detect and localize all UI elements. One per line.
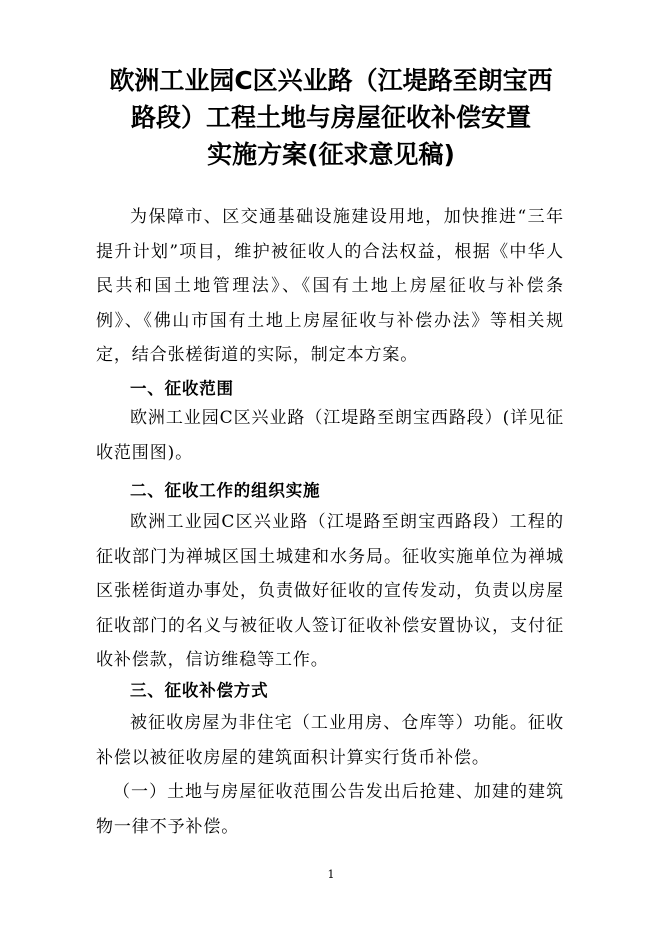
- section-text-3: 被征收房屋为非住宅（工业用房、仓库等）功能。征收补偿以被征收房屋的建筑面积计算实行货币补偿。: [96, 713, 564, 768]
- section-text-2: 欧洲工业园C区兴业路（江堤路至朗宝西路段）工程的征收部门为禅城区国土城建和水务局。征收实施单位为禅城区张槎街道办事处，负责做好征收的宣传发动，负责以房屋征收部门的名义与被征收人签订征收补偿安置协议，支付征收补偿款，信访维稳等工作。: [96, 512, 564, 671]
- section-heading-2: 二、征收工作的组织实施: [130, 481, 321, 500]
- section-heading-3: 三、征收补偿方式: [130, 681, 269, 700]
- page-number: 1: [327, 868, 335, 881]
- item-1-paragraph: （一）土地与房屋征收范围公告发出后抢建、加建的建筑物一律不予补偿。: [96, 782, 564, 837]
- document-title: [90, 62, 572, 173]
- section-text-1: 欧洲工业园C区兴业路（江堤路至朗宝西路段）(详见征收范围图)。: [96, 408, 564, 463]
- title-line-2: 路段）工程土地与房屋征收补偿安置: [130, 103, 531, 132]
- title-line-1: 欧洲工业园C区兴业路（江堤路至朗宝西: [109, 66, 553, 95]
- intro-paragraph: 为保障市、区交通基础设施建设用地，加快推进“三年提升计划”项目，维护被征收人的合法权益，根据《中华人民共和国土地管理法》、《国有土地上房屋征收与补偿条例》、《佛山市国有土地上房屋征收与补偿办法》等相关规定，结合张槎街道的实际，制定本方案。: [96, 207, 564, 366]
- title-line-3: 实施方案(征求意见稿): [207, 140, 455, 169]
- section-heading-1: 一、征收范围: [130, 379, 234, 398]
